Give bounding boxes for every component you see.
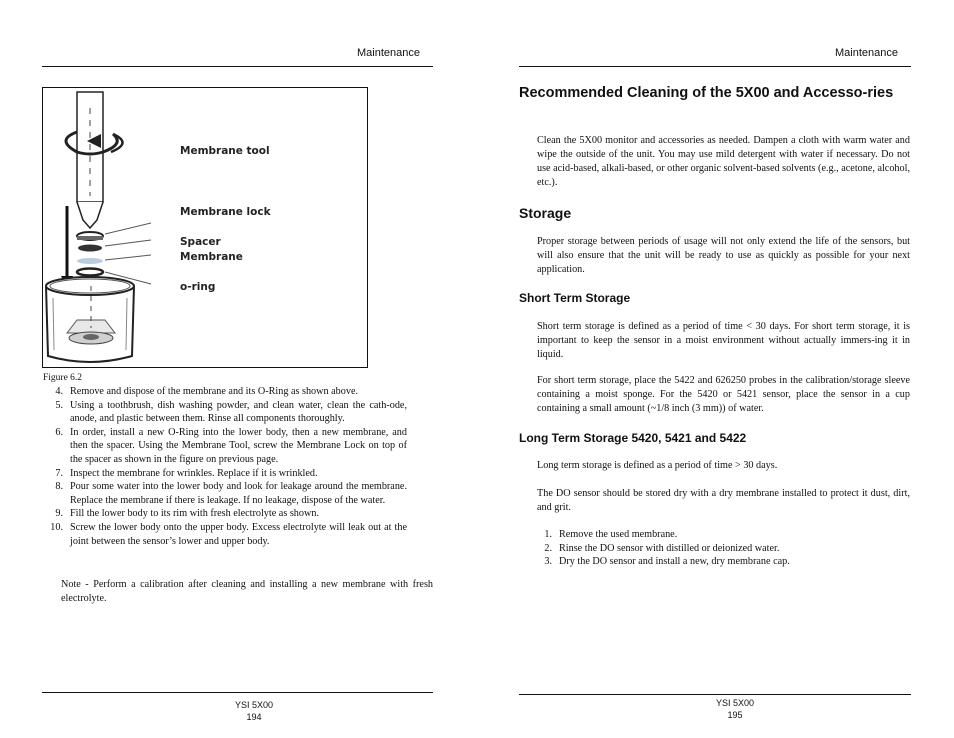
cleaning-paragraph: Clean the 5X00 monitor and accessories as needed. Dampen a cloth with warm water and wipe the outside of the unit. You may use mild detergent with water if necessary. Do not use acid-based, alkali-based, or other organic solvent-based solvents (e.g., acetone, alcohol, etc.).: [537, 135, 910, 188]
short-term-paragraph-1: Short term storage is defined as a period of time < 30 days. For short term storage, it is important to keep the sensor in a moist environment without actually immers-ing it in liquid.: [537, 321, 910, 360]
long-term-paragraph-2: The DO sensor should be stored dry with a dry membrane installed to protect it dust, dirt, and grit.: [537, 488, 910, 513]
list-item-text: Using a toothbrush, dish washing powder, and clean water, clean the cath-ode, anode, and plastic between them. Rinse all components thoroughly.: [70, 399, 407, 425]
left-header-rule: [42, 66, 433, 67]
list-item: [43, 507, 407, 521]
list-item-text: In order, install a new O-Ring into the lower body, then a new membrane, and then the spacer. Using the Membrane Tool, screw the Membrane Lock on top of the spacer as shown in the figure on previous page.: [70, 426, 407, 465]
right-footer-title: YSI 5X00: [715, 698, 755, 708]
list-item-text: Screw the lower body onto the upper body. Excess electrolyte will leak out at the joint between the sensor’s lower and upper body.: [70, 521, 407, 547]
right-page-header: Maintenance: [835, 47, 898, 59]
cleaning-heading-text: Recommended Cleaning of the 5X00 and Accesso-ries: [519, 85, 894, 101]
list-item: [532, 542, 910, 556]
list-item-number: 6.: [55, 426, 63, 438]
list-item-number: 1.: [544, 529, 552, 540]
list-item-number: 8.: [55, 481, 63, 493]
short-term-storage-heading: Short Term Storage: [519, 291, 631, 305]
calibration-note: Note - Perform a calibration after cleaning and installing a new membrane with fresh electrolyte.: [61, 579, 433, 604]
left-footer-page-number: 194: [246, 712, 262, 722]
left-footer-rule: [42, 692, 433, 693]
figure-label-oring: o-ring: [180, 281, 216, 293]
right-footer: [519, 697, 951, 721]
list-item-text: Remove the used membrane.: [559, 529, 678, 540]
list-item-number: 10.: [50, 521, 63, 533]
list-item: [532, 528, 910, 542]
list-item: [532, 555, 910, 569]
figure-label-membrane-lock: Membrane lock: [180, 206, 271, 218]
figure-label-spacer: Spacer: [180, 236, 221, 248]
list-item-text: Dry the DO sensor and install a new, dry membrane cap.: [559, 556, 790, 568]
long-term-storage-heading: Long Term Storage 5420, 5421 and 5422: [519, 431, 747, 445]
right-footer-rule: [519, 694, 911, 695]
list-item-number: 9.: [55, 508, 63, 520]
maintenance-steps-list: [43, 385, 407, 548]
list-item: [43, 521, 407, 548]
list-item-number: 3.: [544, 556, 552, 568]
list-item-number: 5.: [55, 399, 63, 411]
list-item-number: 4.: [55, 386, 63, 397]
list-item: [43, 399, 407, 426]
list-item-text: Fill the lower body to its rim with fresh electrolyte as shown.: [70, 508, 319, 520]
storage-paragraph: Proper storage between periods of usage will not only extend the life of the sensors, but will also ensure that the unit will be ready to use as quickly as possible for your next application.: [537, 236, 910, 275]
long-term-steps-list: [532, 528, 910, 569]
list-item-number: 7.: [55, 467, 63, 479]
figure-caption: Figure 6.2: [43, 373, 83, 383]
list-item-text: Inspect the membrane for wrinkles. Replace if it is wrinkled.: [70, 467, 318, 479]
left-footer-title: YSI 5X00: [234, 700, 274, 710]
membrane-assembly-illustration: [43, 88, 367, 367]
short-term-paragraph-2: For short term storage, place the 5422 and 626250 probes in the calibration/storage sleeve containing a moist sponge. For the 5420 or 5421 sensor, place the sensor in a cup containing a small amount (~1/8 inch (3 mm)) of water.: [537, 375, 910, 414]
storage-heading: Storage: [519, 205, 572, 221]
figure-label-membrane-tool: Membrane tool: [180, 145, 270, 157]
list-item: [43, 385, 407, 399]
list-item-text: Remove and dispose of the membrane and its O-Ring as shown above.: [70, 386, 359, 397]
long-term-paragraph-1: Long term storage is defined as a period of time > 30 days.: [537, 460, 778, 471]
list-item-text: Rinse the DO sensor with distilled or deionized water.: [559, 542, 780, 554]
list-item-text: Pour some water into the lower body and look for leakage around the membrane. Replace the membrane if there is leakage. If no leakage, dispose of the water.: [70, 481, 407, 506]
figure-label-membrane: Membrane: [180, 251, 243, 263]
left-footer: [42, 699, 466, 723]
list-item-number: 2.: [544, 542, 552, 554]
list-item: [43, 480, 407, 507]
cleaning-heading: [519, 84, 909, 102]
left-page-header: Maintenance: [357, 47, 420, 59]
right-header-rule: [519, 66, 911, 67]
list-item: [43, 467, 407, 481]
right-footer-page-number: 195: [727, 710, 743, 720]
membrane-figure: [42, 87, 368, 368]
list-item: [43, 426, 407, 467]
